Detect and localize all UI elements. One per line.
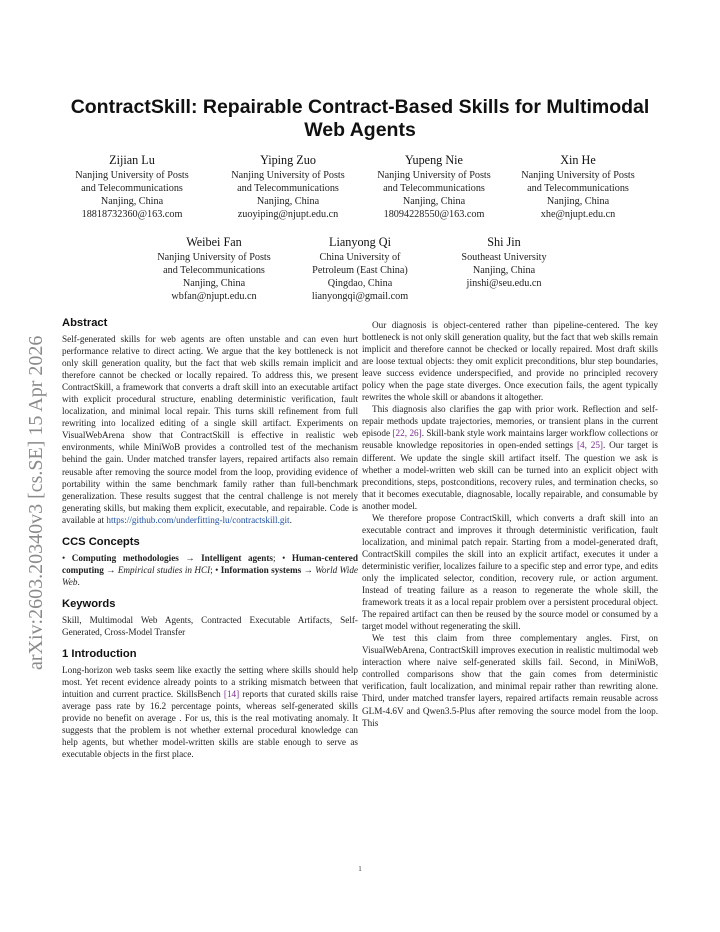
author-affiliation: Nanjing University of Posts xyxy=(157,252,271,263)
author-name: Yupeng Nie xyxy=(405,153,463,167)
author-affiliation: Nanjing University of Posts xyxy=(231,170,345,181)
page-number: 1 xyxy=(358,865,362,873)
abstract-heading: Abstract xyxy=(62,317,108,329)
intro-paragraph-5: We test this claim from three complementary angles. First, on VisualWebArena, ContractSkill improves execution in realistic multimodal web interaction where naive self-generated skills fail. Second, in MiniWoB, controlled comparisons show that the gain comes from deterministic verification, fault localization, and minimal repair rather than rewriting alone. Third, under matched transfer layers, repaired artifacts remain reusable across GLM-4.6V and Qwen3.5-Plus after removing the source model from the loop. This xyxy=(362,633,658,728)
intro-paragraph-4: We therefore propose ContractSkill, which converts a draft skill into an executable contract and improves it through deterministic verification, fault localization, and minimal patch repair. Starting from a model-generated draft, ContractSkill compiles the skill into an explicit artifact, executes it under a deterministic verifier, localizes failure to a specific step and error type, and edits only the implicated selector, condition, recovery rule, or action argument. Instead of treating failure as a reason to regenerate the whole skill, the framework treats it as a local repair problem over a persistent procedural object. The repaired artifact can then be reused by the source model or consumed by a target model without regenerating the skill. xyxy=(362,512,658,632)
keywords-heading: Keywords xyxy=(62,597,116,610)
author-affiliation: and Telecommunications xyxy=(527,183,629,194)
right-column xyxy=(362,319,658,729)
author-affiliation: Nanjing University of Posts xyxy=(521,170,635,181)
author-block xyxy=(508,152,648,221)
author-block xyxy=(364,152,504,221)
author-name: Zijian Lu xyxy=(109,153,155,167)
citation-link[interactable]: [4, 25] xyxy=(576,440,603,451)
author-affiliation: and Telecommunications xyxy=(163,265,265,276)
author-name: Lianyong Qi xyxy=(329,235,391,249)
author-location: Nanjing, China xyxy=(182,278,246,289)
author-email: jinshi@seu.edu.cn xyxy=(466,278,542,289)
author-name: Weibei Fan xyxy=(186,235,242,249)
intro-text: This diagnosis also clarifies the gap with prior work. Reflection and self-repair methods update trajectories, memories, or transient plans in the current episode xyxy=(362,404,658,439)
author-location: Qingdao, China xyxy=(327,278,393,289)
author-block xyxy=(290,234,430,303)
abstract-body: Self-generated skills for web agents are often unstable and can even hurt performance relative to direct acting. We argue that the key bottleneck is not only skill generation quality, but the fact that web skills remain implicit and therefore cannot be checked or locally repaired. To address this, we present ContractSkill, a framework that converts a draft skill into an executable artifact with explicit procedural structure, enabling deterministic verification, fault localization, and minimal local repair. This turns skill refinement from full rewriting into localized editing of a single skill artifact. Experiments on VisualWebArena show that ContractSkill is effective in realistic web environments, while MiniWoB provides a controlled test of the mechanism behind the gain. Under matched transfer layers, repaired artifacts also remain reusable after removing the source model from the loop, providing evidence of portability within the same benchmark family rather than full-benchmark generalization. These results suggest that the central challenge is not merely generating skills, but making them explicit, executable, and repairable. Code is available at xyxy=(62,334,358,525)
intro-text: . Our target is different. We update the single skill artifact itself. The question we ask is whether a model-written web skill can be turned into an explicit object with preconditions, steps, postconditions, recovery rules, and termination checks, so that it becomes executable, diagnosable, locally repairable, and consumable by another model. xyxy=(362,440,658,511)
author-name: Shi Jin xyxy=(487,235,521,249)
author-location: Nanjing, China xyxy=(100,196,164,207)
author-block xyxy=(144,234,284,303)
code-link[interactable]: https://github.com/underfitting-lu/contractskill.git xyxy=(106,514,290,525)
ccs-concept-2: Human-centered computing xyxy=(62,552,358,575)
citation-link[interactable]: [22, 26] xyxy=(392,428,422,439)
author-location: Nanjing, China xyxy=(402,196,466,207)
author-email: lianyongqi@gmail.com xyxy=(311,291,409,302)
ccs-concept-3-sub: World Wide Web xyxy=(62,564,358,587)
intro-paragraph-1 xyxy=(62,664,358,760)
ccs-bullet: • xyxy=(282,552,286,563)
author-affiliation: Petroleum (East China) xyxy=(312,265,408,276)
author-location: Nanjing, China xyxy=(256,196,320,207)
keywords-text: Skill, Multimodal Web Agents, Contracted Executable Artifacts, Self-Generated, Cross-Model Transfer xyxy=(62,614,358,637)
author-name: Xin He xyxy=(560,153,596,167)
arxiv-stamp xyxy=(22,260,50,670)
intro-heading: 1 Introduction xyxy=(62,647,137,660)
intro-text: . Skill-bank style work maintains larger workflow collections or reusable knowledge repositories in open-ended settings xyxy=(362,428,659,451)
author-affiliation: and Telecommunications xyxy=(81,183,183,194)
author-affiliation: and Telecommunications xyxy=(237,183,339,194)
author-affiliation: Southeast University xyxy=(461,252,547,263)
author-email: zuoyiping@njupt.edu.cn xyxy=(237,209,339,220)
citation-link[interactable]: [14] xyxy=(223,689,240,700)
author-affiliation: Nanjing University of Posts xyxy=(377,170,491,181)
arxiv-id-text: arXiv:2603.20340v3 [cs.SE] 15 Apr 2026 xyxy=(25,335,47,670)
author-email: 18818732360@163.com xyxy=(81,209,183,220)
intro-text: reports that curated skills raise average pass rate by 16.2 percentage points, whereas self-generated skills provide no benefit on average . For us, this is the real motivating anomaly. It suggests that the problem is not whether external procedural knowledge can help agents, but whether model-written skills are stable enough to serve as executable objects in the first place. xyxy=(62,689,358,760)
abstract-text xyxy=(62,333,358,526)
author-location: Nanjing, China xyxy=(472,265,536,276)
author-email: 18094228550@163.com xyxy=(383,209,485,220)
intro-text: Long-horizon web tasks seem like exactly the setting where skills should help most. Yet recent evidence already points to a striking mismatch between that intuition and current practice. SkillsBench xyxy=(62,664,358,700)
left-column xyxy=(62,316,358,760)
author-location: Nanjing, China xyxy=(546,196,610,207)
ccs-concept-3: Information systems xyxy=(220,564,302,575)
ccs-concept-2-sub: Empirical studies in HCI xyxy=(117,564,211,575)
author-email: wbfan@njupt.edu.cn xyxy=(171,291,257,302)
author-name: Yiping Zuo xyxy=(260,153,316,167)
author-email: xhe@njupt.edu.cn xyxy=(540,209,616,220)
ccs-bullet: • xyxy=(62,552,66,563)
ccs-concepts: • Computing methodologies → Intelligent agents; • Human-centered computing → Empirical studies in HCI; • Information systems → World Wide Web. xyxy=(62,552,358,587)
author-affiliation: Nanjing University of Posts xyxy=(75,170,189,181)
ccs-heading: CCS Concepts xyxy=(62,535,140,548)
intro-paragraph-3 xyxy=(362,403,658,511)
ccs-bullet: • xyxy=(215,564,219,575)
author-affiliation: China University of xyxy=(319,252,401,263)
intro-paragraph-2: Our diagnosis is object-centered rather than pipeline-centered. The key bottleneck is not only skill generation quality, but the fact that web skills remain implicit and therefore cannot be checked or locally repaired. Most draft skills are loose textual objects: they omit explicit preconditions, blur step boundaries, leave success evidence underspecified, and provide no principled recovery policy when the page state diverges. Once execution fails, the agent typically rewrites the whole skill or abandons it altogether. xyxy=(362,320,658,403)
ccs-concept-1: Computing methodologies → Intelligent agents xyxy=(71,552,273,563)
author-affiliation: and Telecommunications xyxy=(383,183,485,194)
author-block xyxy=(218,152,358,221)
abstract-end: . xyxy=(289,514,292,525)
paper-title: ContractSkill: Repairable Contract-Based Skills for Multimodal Web Agents xyxy=(70,96,650,141)
author-block xyxy=(434,234,574,290)
author-block xyxy=(62,152,202,221)
